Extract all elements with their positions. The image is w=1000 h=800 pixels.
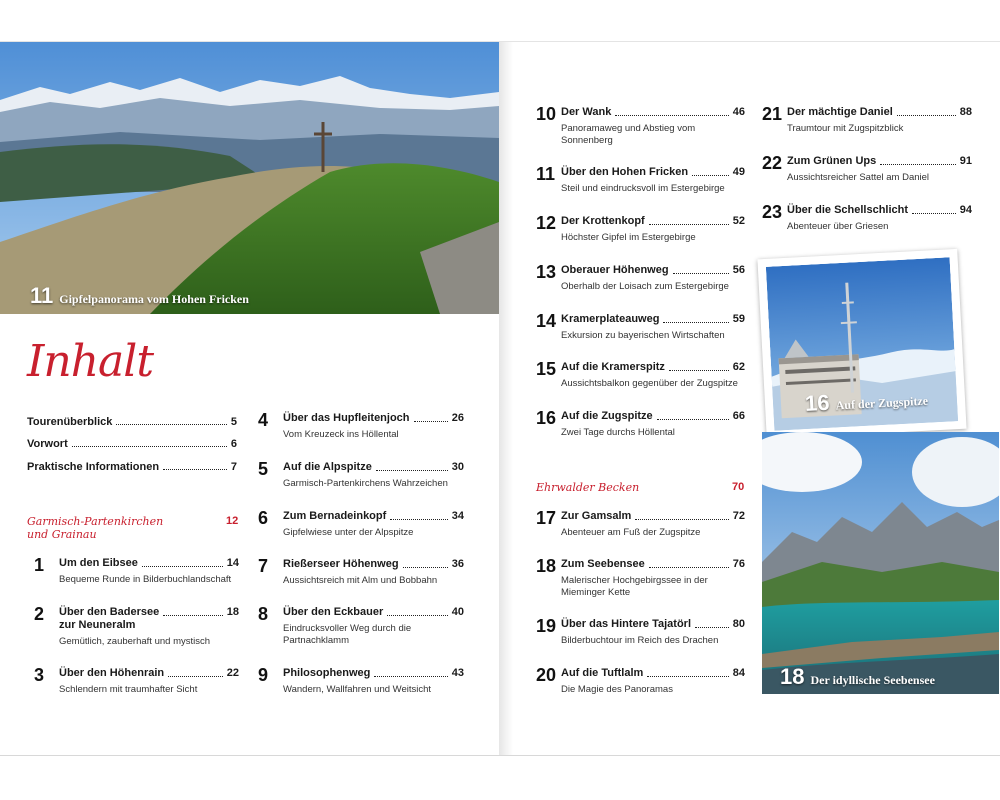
tour-number: 11	[536, 164, 556, 184]
toc-tour-entry[interactable]	[34, 606, 239, 648]
tour-name: Über das Hupfleitenjoch	[283, 412, 410, 424]
tour-page: 84	[732, 667, 745, 679]
tour-name: Oberauer Höhenweg	[561, 264, 669, 276]
photo-16-caption-text: Auf der Zugspitze	[835, 393, 929, 413]
tour-description: Schlendern mit traumhafter Sicht	[59, 684, 198, 695]
toc-tour-entry[interactable]	[258, 667, 464, 696]
tour-page: 26	[451, 412, 464, 424]
tour-name: Auf die Alpspitze	[283, 461, 372, 473]
tour-description: Bequeme Runde in Bilderbuchlandschaft	[59, 574, 232, 585]
toc-tour-entry[interactable]	[258, 510, 464, 539]
tour-number: 22	[762, 153, 783, 173]
section-name-line1: Garmisch-Partenkirchen	[27, 515, 164, 528]
tour-description: Aussichtsreich mit Alm und Bobbahn	[283, 575, 438, 586]
tour-description: Malerischer Hochgebirgssee in der Mieminger Kette	[561, 575, 708, 598]
tour-number: 23	[762, 202, 783, 222]
leader-dots	[163, 461, 227, 470]
toc-tour-entry[interactable]	[762, 204, 972, 233]
tour-name: Auf die Tuftlalm	[561, 667, 644, 679]
tour-page: 76	[732, 558, 745, 570]
toc-tour-entry[interactable]	[762, 155, 972, 184]
leader-dots	[615, 106, 728, 116]
leader-dots	[647, 667, 728, 677]
toc-general-entry[interactable]	[27, 438, 237, 450]
leader-dots	[163, 606, 222, 616]
tour-number: 10	[536, 104, 557, 124]
leader-dots	[649, 558, 729, 568]
tour-page: 30	[451, 461, 464, 473]
toc-general-label: Tourenüberblick	[27, 416, 113, 428]
tour-page: 43	[451, 667, 464, 679]
tour-name: Über die Schellschlicht	[787, 204, 909, 216]
section-page-garmisch: 12	[226, 515, 239, 527]
page-bottom-edge	[0, 755, 1000, 756]
tour-page: 49	[732, 166, 745, 178]
leader-dots	[116, 416, 227, 425]
section-name-line2: und Grainau	[27, 528, 97, 541]
toc-tour-entry[interactable]	[536, 618, 745, 647]
toc-tour-entry[interactable]	[536, 106, 745, 147]
toc-tour-entry[interactable]	[536, 410, 745, 439]
toc-general-page: 7	[230, 461, 237, 473]
photo-18-number: 18	[780, 664, 805, 689]
tour-description: Gipfelwiese unter der Alpspitze	[283, 527, 414, 538]
toc-tour-entry[interactable]	[762, 106, 972, 135]
tour-page: 22	[226, 667, 239, 679]
tour-description: Wandern, Wallfahren und Weitsicht	[283, 684, 432, 695]
toc-tour-entry[interactable]	[536, 667, 745, 696]
tour-description: Abenteuer über Griesen	[787, 221, 889, 232]
toc-tour-entry[interactable]	[536, 264, 745, 293]
tour-page: 14	[226, 557, 239, 569]
toc-tour-entry[interactable]	[536, 510, 745, 539]
tour-page: 36	[451, 558, 464, 570]
tour-description: Exkursion zu bayerischen Wirtschaften	[561, 330, 725, 341]
tour-name: Auf die Kramerspitz	[561, 361, 665, 373]
leader-dots	[663, 313, 728, 323]
leader-dots	[168, 667, 223, 677]
photo-seebensee	[762, 432, 999, 694]
leader-dots	[695, 618, 729, 628]
tour-page: 52	[732, 215, 745, 227]
leader-dots	[414, 412, 448, 422]
leader-dots	[387, 606, 447, 616]
tour-description: Panoramaweg und Abstieg vom Sonnenberg	[561, 123, 696, 146]
book-gutter	[499, 42, 513, 755]
leader-dots	[374, 667, 447, 677]
tour-description: Steil und eindrucksvoll im Estergebirge	[561, 183, 725, 194]
leader-dots	[376, 461, 448, 471]
toc-tour-entry[interactable]	[34, 557, 239, 586]
tour-name: Rießerseer Höhenweg	[283, 558, 399, 570]
tour-number: 6	[258, 508, 269, 528]
tour-name: Auf die Zugspitze	[561, 410, 653, 422]
toc-general-label: Vorwort	[27, 438, 68, 450]
tour-description: Oberhalb der Loisach zum Estergebirge	[561, 281, 729, 292]
leader-dots	[649, 215, 729, 225]
tour-name: Kramerplateauweg	[561, 313, 660, 325]
toc-tour-entry[interactable]	[258, 412, 464, 441]
tour-page: 62	[732, 361, 745, 373]
section-heading-garmisch	[27, 515, 163, 541]
tour-description: Aussichtsreicher Sattel am Daniel	[787, 172, 930, 183]
tour-name: Über den Eckbauer	[283, 606, 384, 618]
tour-number: 7	[258, 556, 269, 576]
tour-number: 13	[536, 262, 557, 282]
tour-name: Der mächtige Daniel	[787, 106, 893, 118]
tour-number: 4	[258, 410, 269, 430]
tour-page: 88	[959, 106, 972, 118]
tour-number: 12	[536, 213, 557, 233]
toc-tour-entry[interactable]	[258, 558, 464, 587]
toc-tour-entry[interactable]	[536, 313, 745, 342]
tour-page: 34	[451, 510, 464, 522]
toc-general-page: 5	[230, 416, 237, 428]
toc-tour-entry[interactable]	[536, 558, 745, 599]
tour-description: Eindrucksvoller Weg durch die Partnachklamm	[283, 623, 412, 646]
tour-description: Höchster Gipfel im Estergebirge	[561, 232, 696, 243]
tour-number: 8	[258, 604, 269, 624]
tour-number: 17	[536, 508, 557, 528]
hero-caption	[30, 283, 249, 309]
toc-tour-entry[interactable]	[536, 361, 745, 390]
tour-name: Über den Höhenrain	[59, 667, 165, 679]
tour-name: Über den Badersee	[59, 606, 160, 618]
tour-name: Um den Eibsee	[59, 557, 138, 569]
leader-dots	[897, 106, 956, 116]
leader-dots	[880, 155, 956, 165]
tour-number: 19	[536, 616, 557, 636]
tour-page: 66	[732, 410, 745, 422]
tour-name: Zur Gamsalm	[561, 510, 632, 522]
leader-dots	[912, 204, 956, 214]
leader-dots	[403, 558, 448, 568]
toc-tour-entry[interactable]	[536, 215, 745, 244]
tour-name: Der Krottenkopf	[561, 215, 645, 227]
tour-number: 20	[536, 665, 557, 685]
tour-page: 91	[959, 155, 972, 167]
tour-description: Garmisch-Partenkirchens Wahrzeichen	[283, 478, 448, 489]
tour-description: Abenteuer am Fuß der Zugspitze	[561, 527, 701, 538]
tour-name: Zum Seebensee	[561, 558, 645, 570]
tour-name: Der Wank	[561, 106, 612, 118]
leader-dots	[673, 264, 729, 274]
tour-description: Gemütlich, zauberhaft und mystisch	[59, 636, 211, 647]
tour-number: 2	[34, 604, 45, 624]
tour-page: 59	[732, 313, 745, 325]
leader-dots	[72, 438, 227, 447]
tour-name: Über das Hintere Tajatörl	[561, 618, 691, 630]
tour-name: Über den Hohen Fricken	[561, 166, 689, 178]
photo-18-caption-text: Der idyllische Seebensee	[810, 673, 935, 687]
tour-description: Bilderbuchtour im Reich des Drachen	[561, 635, 719, 646]
tour-description: Die Magie des Panoramas	[561, 684, 673, 695]
page-title: Inhalt	[27, 336, 154, 387]
tour-number: 3	[34, 665, 45, 685]
photo-16-number: 16	[804, 389, 831, 417]
tour-description: Traumtour mit Zugspitzblick	[787, 123, 904, 134]
tour-number: 16	[536, 408, 557, 428]
toc-tour-entry[interactable]	[258, 606, 464, 647]
tour-description: Aussichtsbalkon gegenüber der Zugspitze	[561, 378, 738, 389]
tour-page: 40	[451, 606, 464, 618]
toc-tour-entry[interactable]	[536, 166, 745, 195]
photo-zugspitze	[757, 249, 966, 439]
tour-page: 46	[732, 106, 745, 118]
leader-dots	[390, 510, 447, 520]
tour-name: Zum Grünen Ups	[787, 155, 877, 167]
tour-number: 18	[536, 556, 557, 576]
hero-photo	[0, 42, 499, 314]
section-heading-ehrwald: Ehrwalder Becken	[536, 481, 640, 494]
tour-name-line2: zur Neuneralm	[59, 619, 136, 631]
leader-dots	[692, 166, 729, 176]
leader-dots	[142, 557, 223, 567]
tour-description: Zwei Tage durchs Höllental	[561, 427, 675, 438]
hero-caption-number: 11	[30, 283, 54, 308]
hero-caption-text: Gipfelpanorama vom Hohen Fricken	[59, 292, 249, 306]
tour-name: Philosophenweg	[283, 667, 371, 679]
section-page-ehrwald: 70	[732, 481, 745, 493]
toc-tour-entry[interactable]	[34, 667, 239, 696]
toc-general-page: 6	[230, 438, 237, 450]
tour-number: 5	[258, 459, 269, 479]
tour-page: 72	[732, 510, 745, 522]
tour-number: 15	[536, 359, 557, 379]
tour-name: Zum Bernadeinkopf	[283, 510, 387, 522]
tour-number: 14	[536, 311, 557, 331]
photo-18-caption	[780, 664, 935, 690]
tour-number: 9	[258, 665, 269, 685]
tour-number: 1	[34, 555, 45, 575]
toc-general-entry[interactable]	[27, 416, 237, 428]
tour-page: 80	[732, 618, 745, 630]
tour-page: 94	[959, 204, 972, 216]
tour-description: Vom Kreuzeck ins Höllental	[283, 429, 399, 440]
tour-page: 56	[732, 264, 745, 276]
tour-number: 21	[762, 104, 783, 124]
leader-dots	[669, 361, 729, 371]
toc-tour-entry[interactable]	[258, 461, 464, 490]
leader-dots	[635, 510, 728, 520]
leader-dots	[657, 410, 729, 420]
toc-general-entry[interactable]	[27, 461, 237, 473]
tour-page: 18	[226, 606, 239, 618]
toc-general-label: Praktische Informationen	[27, 461, 160, 473]
